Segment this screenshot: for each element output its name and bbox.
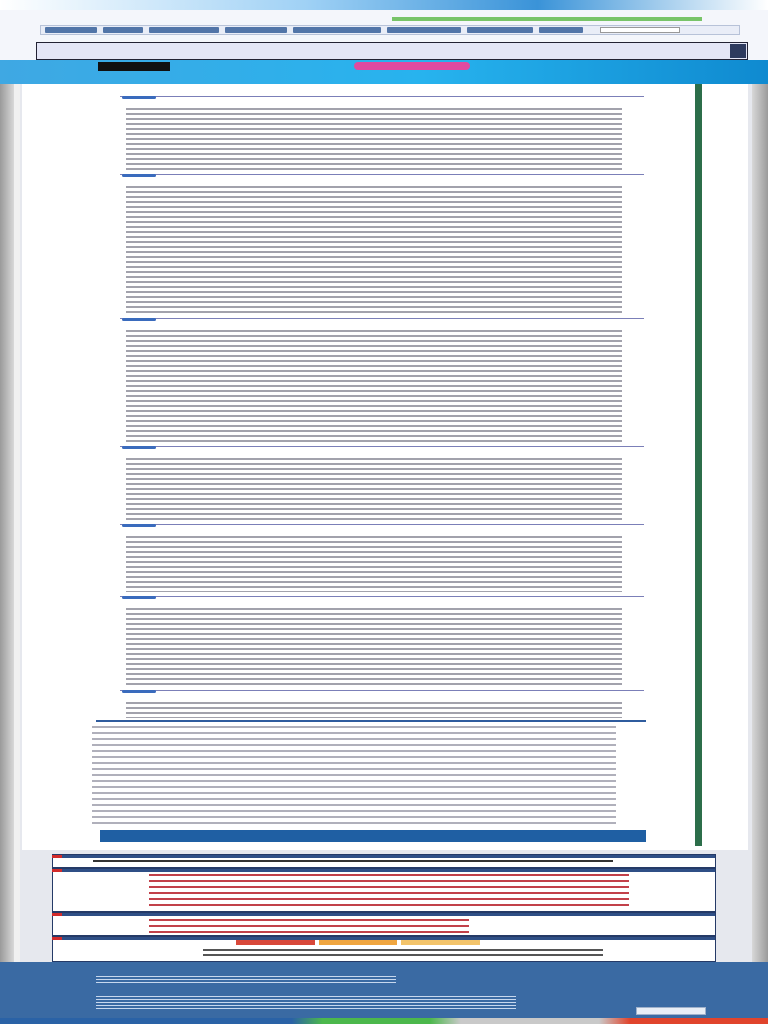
- footer-links[interactable]: [96, 976, 396, 984]
- related-links-box: [52, 868, 716, 912]
- section-body: [126, 458, 622, 520]
- references-list: [92, 726, 616, 826]
- box-flag: [52, 937, 62, 940]
- sub-header-button[interactable]: [730, 44, 746, 58]
- section-swoosh: [122, 174, 156, 177]
- footer-links[interactable]: [96, 996, 516, 1010]
- right-rail: [752, 84, 768, 964]
- section-divider: [120, 96, 644, 97]
- nav-item[interactable]: [387, 27, 461, 33]
- section-body: [126, 186, 622, 314]
- article-section: [120, 96, 644, 174]
- nav-item[interactable]: [539, 27, 583, 33]
- left-rail: [0, 84, 14, 964]
- related-links[interactable]: [149, 874, 629, 908]
- article-bottom-bar-text: [110, 832, 630, 840]
- site-title[interactable]: [70, 10, 390, 19]
- section-swoosh: [122, 690, 156, 693]
- references-divider: [96, 720, 646, 722]
- section-divider: [120, 690, 644, 691]
- footer-heading: [82, 966, 222, 974]
- section-divider: [120, 318, 644, 319]
- box-bar: [53, 855, 715, 858]
- article-section: [120, 524, 644, 596]
- box-text: [93, 860, 613, 864]
- section-title: [166, 598, 466, 605]
- section-body: [126, 108, 622, 170]
- box-bar: [53, 869, 715, 872]
- box-flag: [52, 913, 62, 916]
- box-bar: [53, 913, 715, 916]
- section-title: [166, 98, 386, 105]
- section-body: [126, 608, 622, 686]
- section-swoosh: [122, 96, 156, 99]
- article-section: [120, 318, 644, 446]
- section-swoosh: [122, 524, 156, 527]
- links-box: [52, 912, 716, 936]
- nav-item[interactable]: [467, 27, 533, 33]
- article-heading: [250, 86, 590, 94]
- hero-title: [252, 73, 572, 83]
- hero-badge: [354, 62, 470, 70]
- article-section: [120, 690, 644, 720]
- badge-row: [236, 940, 480, 945]
- nav-item[interactable]: [293, 27, 381, 33]
- article-section: [120, 174, 644, 318]
- section-title: [166, 176, 476, 183]
- section-divider: [120, 174, 644, 175]
- banner-strip: [0, 0, 768, 10]
- nav-item[interactable]: [103, 27, 143, 33]
- badge[interactable]: [401, 940, 480, 945]
- progress-bar: [392, 17, 702, 21]
- article-border: [695, 84, 702, 846]
- badge[interactable]: [319, 940, 398, 945]
- box-flag: [52, 855, 62, 858]
- credits-text: [203, 949, 603, 959]
- section-body: [126, 330, 622, 442]
- article-section: [120, 446, 644, 524]
- article-section: [120, 596, 644, 690]
- section-title: [166, 526, 226, 533]
- section-title: [166, 320, 336, 327]
- section-divider: [120, 524, 644, 525]
- left-rail-inner: [14, 84, 20, 964]
- section-body: [126, 536, 622, 592]
- nav-item[interactable]: [45, 27, 97, 33]
- section-divider: [120, 446, 644, 447]
- nav-item[interactable]: [225, 27, 287, 33]
- search-input[interactable]: [600, 27, 680, 33]
- bottom-strip: [0, 1018, 768, 1024]
- footer-heading: [82, 986, 222, 994]
- box-flag: [52, 869, 62, 872]
- section-swoosh: [122, 596, 156, 599]
- footer-button[interactable]: [636, 1007, 706, 1015]
- section-title: [166, 692, 286, 699]
- sub-header-title: [46, 46, 566, 56]
- section-swoosh: [122, 318, 156, 321]
- logo[interactable]: [98, 62, 170, 71]
- section-title: [166, 448, 336, 455]
- nav-item[interactable]: [149, 27, 219, 33]
- section-body: [126, 702, 622, 718]
- box-links[interactable]: [149, 919, 469, 933]
- badge[interactable]: [236, 940, 315, 945]
- section-swoosh: [122, 446, 156, 449]
- section-divider: [120, 596, 644, 597]
- info-box: [52, 854, 716, 868]
